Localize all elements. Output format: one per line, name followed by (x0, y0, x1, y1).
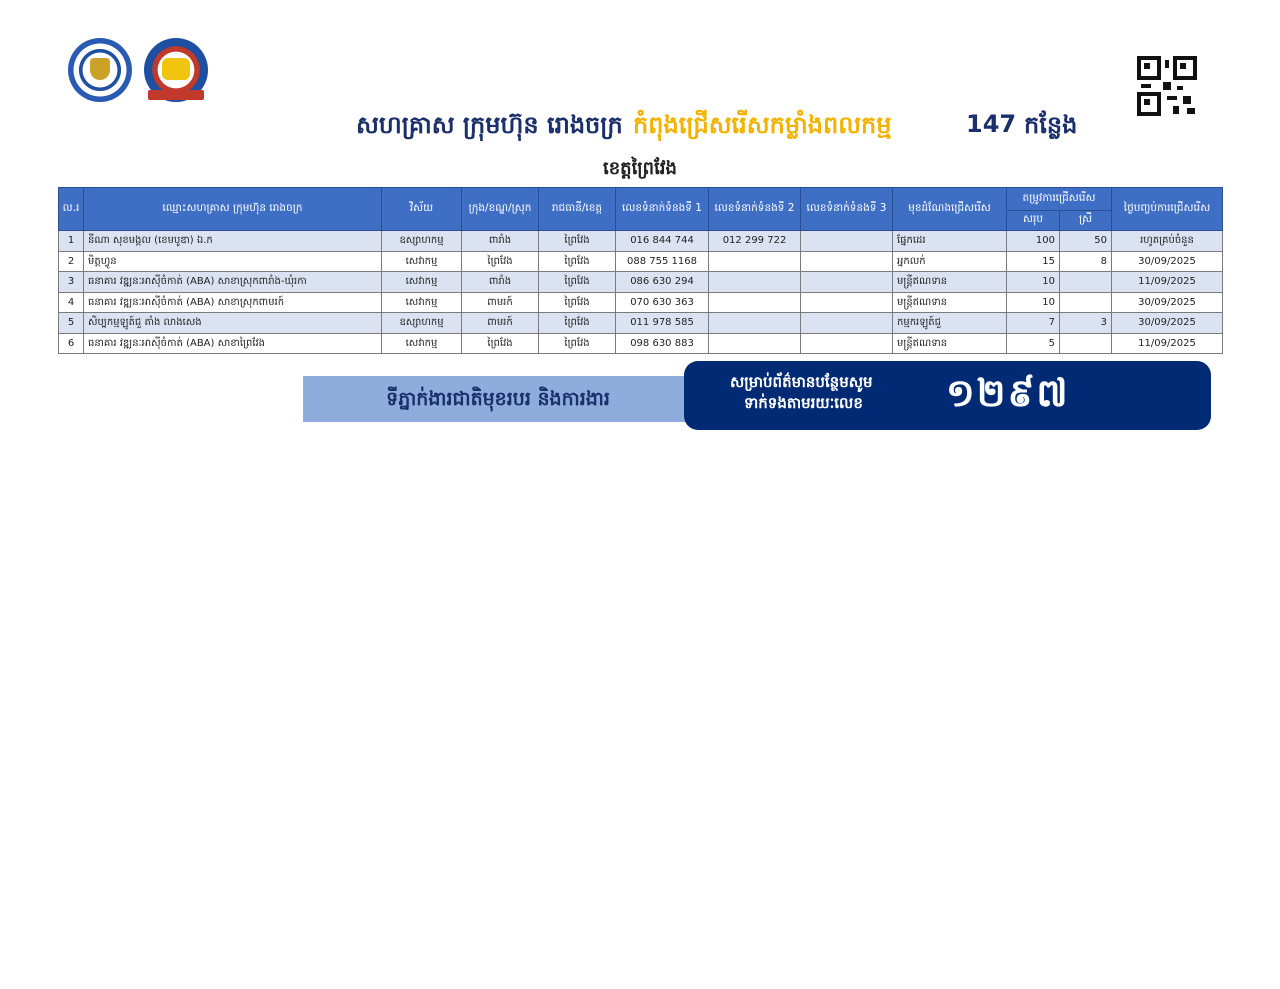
col-phone2: លេខទំនាក់ទំនងទី 2 (709, 188, 801, 231)
table-row (59, 313, 1223, 334)
cell-province: ព្រៃវែង (539, 251, 616, 272)
cell-deadline: 30/09/2025 (1112, 313, 1223, 334)
cell-total: 7 (1007, 313, 1060, 334)
cell-province: ព្រៃវែង (539, 292, 616, 313)
cell-phone2 (709, 313, 801, 334)
cell-name: ធនាគារ វឌ្ឍនៈអាស៊ីចំកាត់ (ABA) សាខាព្រៃវែង (84, 333, 382, 354)
cell-phone2 (709, 292, 801, 313)
col-district: ក្រុង/ខណ្ឌ/ស្រុក (462, 188, 539, 231)
cell-phone3 (801, 313, 893, 334)
cell-deadline: 30/09/2025 (1112, 251, 1223, 272)
cell-deadline: 11/09/2025 (1112, 333, 1223, 354)
cell-phone2 (709, 272, 801, 293)
cell-female (1060, 272, 1112, 293)
cell-phone1: 016 844 744 (616, 231, 709, 252)
cell-total: 10 (1007, 272, 1060, 293)
ministry-logo (68, 38, 132, 102)
cell-district: ពាមរក៍ (462, 313, 539, 334)
vacancy-count: 147 (966, 110, 1017, 138)
cell-district: ព្រៃវែង (462, 251, 539, 272)
cell-female: 8 (1060, 251, 1112, 272)
cell-no: 5 (59, 313, 84, 334)
col-phone1: លេខទំនាក់ទំនងទី 1 (616, 188, 709, 231)
cell-sector: ឧស្សាហកម្ម (382, 231, 462, 252)
qr-code (1137, 56, 1197, 116)
cell-province: ព្រៃវែង (539, 272, 616, 293)
cell-phone3 (801, 231, 893, 252)
cell-phone1: 098 630 883 (616, 333, 709, 354)
cell-sector: សេវាកម្ម (382, 292, 462, 313)
col-deadline: ថ្ងៃបញ្ចប់ការជ្រើសរើស (1112, 188, 1223, 231)
cell-sector: សេវាកម្ម (382, 251, 462, 272)
col-female: ស្រី (1060, 211, 1112, 231)
table-row (59, 231, 1223, 252)
nea-logo (144, 38, 208, 102)
cell-district: ពារាំង (462, 231, 539, 252)
cell-position: មន្ត្រីឥណទាន (893, 292, 1007, 313)
table-row (59, 292, 1223, 313)
cell-district: ពាមរក៍ (462, 292, 539, 313)
col-name: ឈ្មោះសហគ្រាស ក្រុមហ៊ុន រោងចក្រ (84, 188, 382, 231)
cell-female (1060, 333, 1112, 354)
cell-phone3 (801, 333, 893, 354)
cell-name: សិប្បកម្មឡូត៍ជួ តាំង លាងសេង (84, 313, 382, 334)
cell-no: 4 (59, 292, 84, 313)
cell-phone1: 088 755 1168 (616, 251, 709, 272)
cell-phone1: 070 630 363 (616, 292, 709, 313)
cell-total: 100 (1007, 231, 1060, 252)
recruiting-label: កំពុងជ្រើសរើសកម្លាំងពលកម្ម (633, 111, 892, 139)
cell-district: ពារាំង (462, 272, 539, 293)
cell-phone3 (801, 292, 893, 313)
col-phone3: លេខទំនាក់ទំនងទី 3 (801, 188, 893, 231)
cell-phone3 (801, 251, 893, 272)
hotline-box (684, 361, 1211, 430)
cell-deadline: 11/09/2025 (1112, 272, 1223, 293)
cell-name: ធនាគារ វឌ្ឍនៈអាស៊ីចំកាត់ (ABA) សាខាស្រុកពាមរក៍ (84, 292, 382, 313)
col-sector: វិស័យ (382, 188, 462, 231)
cell-phone2: 012 299 722 (709, 231, 801, 252)
col-no: ល.រ (59, 188, 84, 231)
cell-phone3 (801, 272, 893, 293)
cell-name: មិត្តហ្វូន (84, 251, 382, 272)
cell-name: នីណា សុខមង្គល (ខេមបូឌា) ឯ.ក (84, 231, 382, 252)
cell-no: 1 (59, 231, 84, 252)
cell-no: 2 (59, 251, 84, 272)
cell-total: 10 (1007, 292, 1060, 313)
cell-province: ព្រៃវែង (539, 333, 616, 354)
province-title: ខេត្តព្រៃវែង (603, 158, 677, 179)
col-province: រាជធានី/ខេត្ត (539, 188, 616, 231)
cell-female: 50 (1060, 231, 1112, 252)
cell-phone1: 011 978 585 (616, 313, 709, 334)
cell-no: 3 (59, 272, 84, 293)
cell-province: ព្រៃវែង (539, 313, 616, 334)
agency-banner: ទីភ្នាក់ងារជាតិមុខរបរ និងការងារ (303, 376, 693, 422)
cell-female: 3 (1060, 313, 1112, 334)
cell-female (1060, 292, 1112, 313)
cell-province: ព្រៃវែង (539, 231, 616, 252)
cell-district: ព្រៃវែង (462, 333, 539, 354)
cell-no: 6 (59, 333, 84, 354)
cell-total: 15 (1007, 251, 1060, 272)
cell-sector: សេវាកម្ម (382, 333, 462, 354)
col-total: សរុប (1007, 211, 1060, 231)
col-position: មុខដំណែងជ្រើសរើស (893, 188, 1007, 231)
cell-position: កម្មករឡូត៍ជួ (893, 313, 1007, 334)
col-need: តម្រូវការជ្រើសរើស (1007, 188, 1112, 211)
cell-deadline: 30/09/2025 (1112, 292, 1223, 313)
cell-phone2 (709, 251, 801, 272)
cell-phone2 (709, 333, 801, 354)
cell-sector: សេវាកម្ម (382, 272, 462, 293)
cell-name: ធនាគារ វឌ្ឍនៈអាស៊ីចំកាត់ (ABA) សាខាស្រុកពារាំង-ឃុំរកា (84, 272, 382, 293)
hotline-number: ១២៩៧ (946, 371, 1070, 415)
cell-total: 5 (1007, 333, 1060, 354)
job-table (58, 187, 1223, 354)
cell-position: អ្នកលក់ (893, 251, 1007, 272)
cell-position: ផ្នែកដេរ (893, 231, 1007, 252)
table-row (59, 272, 1223, 293)
cell-deadline: រហូតគ្រប់ចំនួន (1112, 231, 1223, 252)
cell-position: មន្ត្រីឥណទាន (893, 333, 1007, 354)
table-row (59, 251, 1223, 272)
company-label: សហគ្រាស ក្រុមហ៊ុន រោងចក្រ (356, 111, 623, 139)
hotline-text-line2: ទាក់ទងតាមរយៈលេខ (744, 394, 863, 412)
cell-phone1: 086 630 294 (616, 272, 709, 293)
hotline-text-line1: សម្រាប់ព័ត៌មានបន្ថែមសូម (730, 373, 873, 391)
vacancy-unit: កន្លែង (1024, 111, 1078, 139)
table-row (59, 333, 1223, 354)
cell-sector: ឧស្សាហកម្ម (382, 313, 462, 334)
cell-position: មន្ត្រីឥណទាន (893, 272, 1007, 293)
